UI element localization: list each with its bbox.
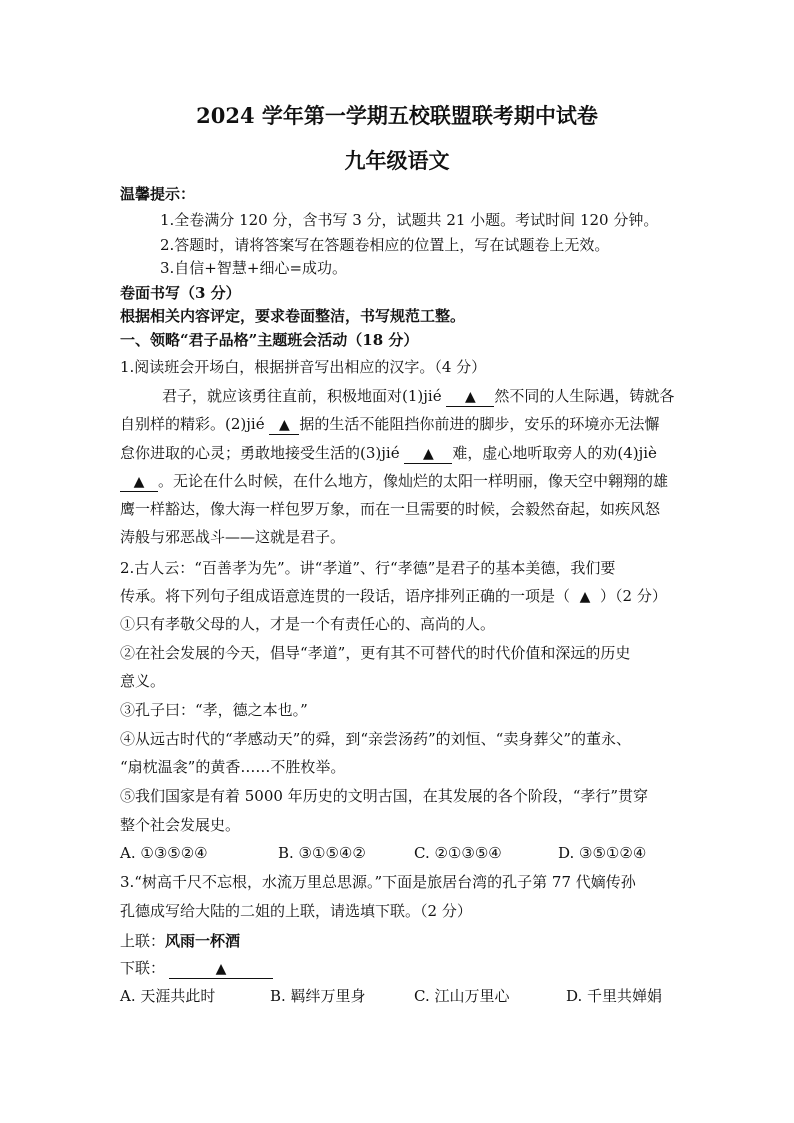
q1-passage-line-2 — [120, 414, 659, 435]
q1-text: 君子，就应该勇往直前，积极地面对(1)jié — [162, 387, 447, 405]
triangle-marker: ▲ — [464, 389, 476, 405]
q3-lower-label: 下联： — [120, 959, 166, 977]
handwriting-text: 根据相关内容评定，要求卷面整洁，书写规范工整。 — [120, 307, 466, 325]
q3-option-b[interactable]: B. 羁绊万里身 — [270, 987, 366, 1005]
q1-text: 自别样的精彩。(2)jié — [120, 415, 270, 433]
tip-item-1: 1.全卷满分 120 分，含书写 3 分，试题共 21 小题。考试时间 120 分钟。 — [160, 211, 659, 229]
q2-sentence-5b: 整个社会发展史。 — [120, 816, 241, 834]
q2-option-d[interactable]: D. ③⑤①②④ — [558, 844, 647, 862]
q3-upper-label: 上联： — [120, 932, 166, 950]
q2-line-1: 2.古人云：“百善孝为先”。讲“孝道”、行“孝德”是君子的基本美德，我们要 — [120, 559, 616, 577]
q2-sentence-2a: ②在社会发展的今天，倡导“孝道”，更有其不可替代的时代价值和深远的历史 — [120, 644, 631, 662]
q1-passage-line-3 — [120, 443, 657, 464]
triangle-marker: ▲ — [215, 961, 227, 977]
q2-sentence-1: ①只有孝敬父母的人，才是一个有责任心的、高尚的人。 — [120, 615, 496, 633]
q1-text: 据的生活不能阻挡你前进的脚步，安乐的环境亦无法懈 — [299, 415, 660, 433]
tips-heading: 温馨提示： — [120, 185, 196, 203]
q2-line-2 — [120, 586, 667, 607]
q1-text: 怠你进取的心灵；勇敢地接受生活的(3)jié — [120, 444, 405, 462]
tip-item-3: 3.自信+智慧+细心=成功。 — [160, 259, 348, 277]
q1-passage-line-5: 鹰一样豁达，像大海一样包罗万象，而在一旦需要的时候，会毅然奋起，如疾风怒 — [120, 500, 661, 518]
tip-item-2: 2.答题时，请将答案写在答题卷相应的位置上，写在试题卷上无效。 — [160, 236, 610, 254]
q1-blank-3 — [404, 444, 452, 464]
q1-passage-line-4 — [120, 471, 668, 492]
q1-blank-4 — [120, 472, 158, 492]
q2-answer-slot — [570, 586, 600, 607]
q2-text: 传承。将下列句子组成语意连贯的一段话，语序排列正确的一项是（ — [120, 587, 571, 605]
q1-blank-2 — [269, 415, 299, 435]
q3-lower-couplet — [120, 958, 273, 979]
q1-passage-line-1 — [162, 386, 674, 407]
q2-options — [120, 843, 646, 863]
q2-option-c[interactable]: C. ②①③⑤④ — [414, 844, 502, 862]
handwriting-heading: 卷面书写（3 分） — [120, 284, 241, 302]
q1-text: 难，虚心地听取旁人的劝(4)jiè — [452, 444, 657, 462]
q2-option-b[interactable]: B. ③①⑤④② — [278, 844, 366, 862]
q3-option-d[interactable]: D. 千里共婵娟 — [566, 987, 663, 1005]
q1-blank-1 — [446, 387, 494, 407]
q3-line-2: 孔德成写给大陆的二姐的上联，请选填下联。（2 分） — [120, 902, 472, 920]
q1-passage-line-6: 涛般与邪恶战斗——这就是君子。 — [120, 528, 346, 546]
q1-stem: 1.阅读班会开场白，根据拼音写出相应的汉字。（4 分） — [120, 358, 487, 376]
q2-sentence-4b: “扇枕温衾”的黄香……不胜枚举。 — [120, 758, 346, 776]
triangle-marker: ▲ — [422, 446, 434, 462]
q3-line-1: 3.“树高千尺不忘根，水流万里总思源。”下面是旅居台湾的孔子第 77 代嫡传孙 — [120, 873, 636, 891]
q2-sentence-2b: 意义。 — [120, 672, 166, 690]
q3-upper-text: 风雨一杯酒 — [165, 932, 241, 950]
q2-text: ）（2 分） — [600, 587, 667, 605]
q3-option-a[interactable]: A. 天涯共此时 — [120, 987, 216, 1005]
triangle-marker: ▲ — [133, 474, 145, 490]
exam-subtitle: 九年级语文 — [344, 148, 450, 173]
q1-text: 然不同的人生际遇，铸就各 — [494, 387, 675, 405]
q3-upper-couplet — [120, 931, 240, 951]
q2-option-a[interactable]: A. ①③⑤②④ — [120, 844, 208, 862]
q3-options — [120, 986, 662, 1006]
q3-answer-blank[interactable] — [169, 959, 273, 979]
section1-heading: 一、领略“君子品格”主题班会活动（18 分） — [120, 331, 419, 349]
q2-sentence-3: ③孔子曰：“孝，德之本也。” — [120, 701, 308, 719]
triangle-marker: ▲ — [278, 417, 290, 433]
q2-sentence-5a: ⑤我们国家是有着 5000 年历史的文明古国，在其发展的各个阶段，“孝行”贯穿 — [120, 787, 649, 805]
triangle-marker: ▲ — [579, 589, 591, 605]
q2-sentence-4a: ④从远古时代的“孝感动天”的舜，到“亲尝汤药”的刘恒、“卖身葬父”的董永、 — [120, 730, 632, 748]
exam-title: 2024 学年第一学期五校联盟联考期中试卷 — [196, 103, 598, 128]
q1-text: 。无论在什么时候，在什么地方，像灿烂的太阳一样明丽，像天空中翱翔的雄 — [158, 472, 669, 490]
q3-option-c[interactable]: C. 江山万里心 — [414, 987, 510, 1005]
